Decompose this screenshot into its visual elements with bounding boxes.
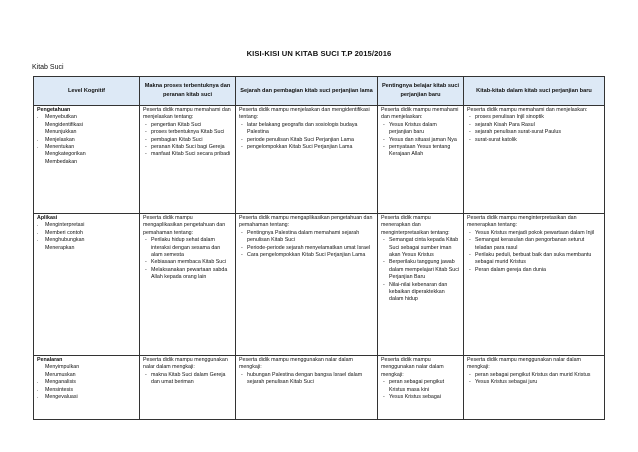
list-item	[37, 364, 136, 371]
list-item	[381, 137, 460, 144]
dash-bullet-icon: -	[469, 114, 471, 121]
dash-bullet-icon: -	[145, 129, 147, 136]
header-column: Makna proses terbentuknya dan peranan kitab suci	[140, 77, 236, 106]
cell-item-list	[381, 122, 460, 159]
cell-item-text: latar belakang geografis dan sosiologis budaya Palestina	[247, 121, 358, 136]
cell-item-text: Peran dalam gereja dan dunia	[475, 266, 546, 273]
bullet-mark: .	[37, 114, 39, 121]
list-item	[239, 252, 374, 259]
cell-item-text: pengelompokkan Kitab Suci Perjanjian Lama	[247, 144, 353, 151]
list-item	[143, 372, 232, 387]
bullet-mark: .	[37, 229, 39, 236]
list-item	[239, 144, 374, 151]
cell-item-text: sejarah penulisan surat-surat Paulus	[475, 129, 561, 136]
level-verb: Menjelaskan	[45, 136, 75, 143]
cell-item-text: proses terbentuknya Kitab Suci	[151, 129, 225, 136]
cell-item-text: Kebiasaan membaca Kitab Suci	[151, 259, 227, 266]
list-item	[37, 245, 136, 252]
list-item	[467, 372, 601, 379]
list-item	[467, 267, 601, 274]
cell-item-text: Semangat kerasulan dan pengorbanan seturut teladan para rasul	[475, 237, 585, 251]
list-item	[467, 122, 601, 129]
content-cell	[378, 106, 464, 214]
kisi-kisi-table	[33, 76, 605, 420]
list-item	[467, 114, 601, 121]
bullet-mark: .	[37, 144, 39, 151]
cell-item-text: peran sebagai pengikut Kristus dan murid Kristus	[475, 371, 591, 378]
cell-intro: Peserta didik mampu menggunakan nalar dalam mengkaji:	[381, 357, 444, 378]
list-item	[467, 137, 601, 144]
bullet-mark: .	[37, 136, 39, 143]
dash-bullet-icon: -	[383, 237, 385, 244]
list-item	[37, 230, 136, 237]
list-item	[381, 144, 460, 159]
list-item	[381, 394, 460, 401]
level-verb: Menganalisis	[45, 379, 76, 386]
level-verb: Mengidentifikasi	[45, 121, 83, 128]
dash-bullet-icon: -	[383, 379, 385, 386]
cell-intro: Peserta didik mampu menggunakan nalar dalam mengkaji:	[467, 357, 581, 371]
dash-bullet-icon: -	[469, 371, 471, 378]
level-verb: Menyebutkan	[45, 114, 77, 121]
dash-bullet-icon: -	[469, 129, 471, 136]
list-item	[37, 372, 136, 379]
list-item	[143, 137, 232, 144]
list-item	[467, 252, 601, 267]
cell-item-list	[239, 230, 374, 260]
cell-item-text: makna Kitab Suci dalam Gereja dan umat beriman	[151, 371, 226, 386]
list-item	[143, 151, 232, 158]
content-cell	[464, 214, 605, 356]
dash-bullet-icon: -	[469, 136, 471, 143]
list-item	[143, 129, 232, 136]
dash-bullet-icon: -	[145, 136, 147, 143]
dash-bullet-icon: -	[241, 144, 243, 151]
bullet-mark: .	[37, 379, 39, 386]
level-verb: Menghubungkan	[45, 237, 85, 244]
dash-bullet-icon: -	[145, 371, 147, 378]
dash-bullet-icon: -	[241, 136, 243, 143]
dash-bullet-icon: -	[145, 121, 147, 128]
list-item	[239, 122, 374, 137]
cell-item-text: Yesus dan situasi jaman Nya	[389, 136, 457, 143]
content-cell	[378, 356, 464, 420]
header-row	[34, 77, 605, 106]
dash-bullet-icon: -	[241, 252, 243, 259]
cell-item-text: Berperilaku tanggung jawab dalam mempelajari Kitab Suci Perjanjian Baru	[389, 259, 460, 281]
cell-item-list	[381, 379, 460, 401]
cell-item-list	[467, 230, 601, 274]
cell-intro: Peserta didik mampu memahami dan menjelaskan:	[381, 107, 459, 121]
cell-intro: Peserta didik mampu menggunakan nalar dalam mengkaji:	[239, 357, 353, 371]
bullet-mark: .	[37, 237, 39, 244]
cell-item-list	[381, 237, 460, 304]
list-item	[239, 230, 374, 245]
dash-bullet-icon: -	[145, 237, 147, 244]
level-cell	[34, 356, 140, 420]
table-row	[34, 106, 605, 214]
list-item	[143, 122, 232, 129]
dash-bullet-icon: -	[145, 144, 147, 151]
cell-item-text: Perilaku peduli, berbuat baik dan suka membantu sebagai murid Kristus	[475, 252, 592, 266]
cell-intro: Peserta didik mampu memahami dan menjelaskan:	[467, 107, 588, 113]
list-item	[239, 137, 374, 144]
document-title: KISI-KISI UN KITAB SUCI T.P 2015/2016	[246, 49, 392, 58]
dash-bullet-icon: -	[383, 136, 385, 143]
cell-item-text: pembagian Kitab Suci	[151, 136, 203, 143]
dash-bullet-icon: -	[241, 229, 243, 236]
level-cell	[34, 106, 140, 214]
dash-bullet-icon: -	[145, 259, 147, 266]
cell-item-text: peranan Kitab Suci bagi Gereja	[151, 144, 225, 151]
content-cell	[378, 214, 464, 356]
content-cell	[236, 214, 378, 356]
dash-bullet-icon: -	[383, 281, 385, 288]
cell-item-text: Pentingnya Palestina dalam memahami sejarah penulisan Kitab Suci	[247, 229, 360, 244]
cell-intro: Peserta didik mampu menggunakan nalar dalam mengkaji:	[143, 357, 228, 371]
dash-bullet-icon: -	[383, 121, 385, 128]
header-column: Sejarah dan pembagian kitab suci perjanjian lama	[236, 77, 378, 106]
content-cell	[140, 356, 236, 420]
level-verb-list	[37, 222, 136, 252]
level-title: Aplikasi	[37, 215, 58, 221]
list-item	[37, 379, 136, 386]
level-cell	[34, 214, 140, 356]
cell-item-list	[143, 122, 232, 159]
bullet-mark: .	[37, 222, 39, 229]
level-verb: Menginterpretasi	[45, 222, 85, 229]
content-cell	[140, 106, 236, 214]
cell-intro: Peserta didik mampu mengaplikasikan pengetahuan dan pemahaman tentang:	[143, 215, 226, 236]
list-item	[467, 230, 601, 237]
dash-bullet-icon: -	[469, 252, 471, 259]
cell-item-text: sejarah Kisah Para Rasul	[475, 121, 535, 128]
content-cell	[236, 356, 378, 420]
dash-bullet-icon: -	[241, 371, 243, 378]
cell-item-list	[143, 372, 232, 387]
level-verb: Mensintesis	[45, 386, 73, 393]
list-item	[37, 137, 136, 144]
list-item	[37, 144, 136, 151]
cell-intro: Peserta didik mampu mengaplikasikan pengetahuan dan pemahaman tentang:	[239, 215, 373, 229]
level-verb: Merumuskan	[45, 371, 76, 378]
list-item	[467, 129, 601, 136]
list-item	[381, 259, 460, 281]
list-item	[467, 379, 601, 386]
cell-item-text: Yesus Kristus sebagai juru	[475, 379, 538, 386]
cell-intro: Peserta didik mampu memahami dan menjelaskan tentang:	[143, 107, 231, 121]
list-item	[143, 267, 232, 282]
cell-item-text: proses penulisan Injil sinoptik	[475, 114, 544, 121]
cell-item-text: Melaksanakan pewartaan sabda Allah kepada orang lain	[151, 266, 228, 281]
content-cell	[236, 106, 378, 214]
level-verb: Menerapkan	[45, 244, 75, 251]
cell-item-list	[239, 122, 374, 152]
cell-item-text: peran sebagai pengikut Kristus masa kini	[389, 379, 445, 393]
list-item	[143, 259, 232, 266]
dash-bullet-icon: -	[469, 229, 471, 236]
bullet-mark: .	[37, 386, 39, 393]
content-cell	[464, 106, 605, 214]
cell-item-text: periode penulisan Kitab Suci Perjanjian Lama	[247, 136, 354, 143]
header-level: Level Kognitif	[34, 77, 140, 106]
cell-item-list	[467, 372, 601, 387]
cell-item-text: surat-surat katolik	[475, 136, 517, 143]
subject-label: Kitab Suci	[32, 64, 64, 71]
level-verb: Membedakan	[45, 158, 78, 165]
header-column: Kitab-kitab dalam kitab suci perjanjian baru	[464, 77, 605, 106]
cell-item-text: hubungan Palestina dengan bangsa Israel dalam sejarah penulisan Kitab Suci	[247, 371, 363, 386]
cell-intro: Peserta didik mampu menginterpretasikan dan menerapkan tentang:	[467, 215, 577, 229]
list-item	[37, 129, 136, 136]
level-verb: Memberi contoh	[45, 229, 83, 236]
list-item	[37, 394, 136, 401]
list-item	[239, 372, 374, 387]
dash-bullet-icon: -	[383, 259, 385, 266]
cell-item-text: Semangat cinta kepada Kitab Suci sebagai sumber iman akan Yesus Kristus	[389, 237, 459, 259]
list-item	[37, 237, 136, 244]
dash-bullet-icon: -	[241, 121, 243, 128]
header-column: Pentingnya belajar kitab suci perjanjian baru	[378, 77, 464, 106]
cell-item-text: pernyataan Yesus tentang Kerajaan Allah	[389, 144, 451, 158]
list-item	[37, 114, 136, 121]
cell-item-text: Yesus Kristus dalam perjanjian baru	[389, 121, 437, 136]
list-item	[381, 379, 460, 394]
table-row	[34, 356, 605, 420]
list-item	[239, 245, 374, 252]
bullet-mark: .	[37, 394, 39, 401]
level-title: Pengetahuan	[37, 107, 71, 113]
level-title: Penalaran	[37, 357, 63, 363]
level-verb: Mengkategorikan	[45, 151, 86, 158]
dash-bullet-icon: -	[469, 237, 471, 244]
dash-bullet-icon: -	[469, 121, 471, 128]
cell-item-text: Periode-periode sejarah menyelamatkan umat Israel	[247, 244, 371, 251]
list-item	[37, 122, 136, 129]
dash-bullet-icon: -	[469, 266, 471, 273]
cell-item-list	[143, 237, 232, 281]
cell-item-text: manfaat Kitab Suci secara pribadi	[151, 151, 231, 158]
cell-item-text: Nilai-nilai kebenaran dan kebaikan diperaktekkan dalam hidup	[389, 281, 448, 303]
dash-bullet-icon: -	[383, 144, 385, 151]
list-item	[37, 159, 136, 166]
dash-bullet-icon: -	[145, 151, 147, 158]
cell-item-text: Perilaku hidup sehat dalam interaksi dengan sesama dan alam semesta	[151, 237, 221, 259]
level-verb-list	[37, 364, 136, 401]
cell-item-text: Yesus Kristus sebagai	[389, 394, 441, 401]
cell-item-text: Cara pengelompokkan Kitab Suci Perjanjian Lama	[247, 252, 366, 259]
list-item	[381, 122, 460, 137]
list-item	[381, 237, 460, 259]
list-item	[143, 237, 232, 259]
list-item	[381, 282, 460, 304]
list-item	[37, 151, 136, 158]
cell-item-text: pengertian Kitab Suci	[151, 121, 202, 128]
table-row	[34, 214, 605, 356]
content-cell	[464, 356, 605, 420]
content-cell	[140, 214, 236, 356]
cell-item-text: Yesus Kristus menjadi pokok pewartaan dalam Injil	[475, 229, 595, 236]
list-item	[37, 222, 136, 229]
cell-intro: Peserta didik mampu menerapkan dan menginterpretasikan tentang:	[381, 215, 450, 236]
level-verb: Menyimpulkan	[45, 364, 80, 371]
list-item	[467, 237, 601, 252]
dash-bullet-icon: -	[383, 394, 385, 401]
cell-item-list	[239, 372, 374, 387]
list-item	[143, 144, 232, 151]
list-item	[37, 387, 136, 394]
level-verb: Menentukan	[45, 144, 75, 151]
level-verb: Mengevaluasi	[45, 394, 78, 401]
level-verb-list	[37, 114, 136, 166]
cell-intro: Peserta didik mampu menjelaskan dan mengidentifikasi tentang:	[239, 107, 370, 121]
dash-bullet-icon: -	[469, 379, 471, 386]
level-verb: Menunjukkan	[45, 129, 77, 136]
cell-item-list	[467, 114, 601, 144]
dash-bullet-icon: -	[145, 266, 147, 273]
dash-bullet-icon: -	[241, 244, 243, 251]
